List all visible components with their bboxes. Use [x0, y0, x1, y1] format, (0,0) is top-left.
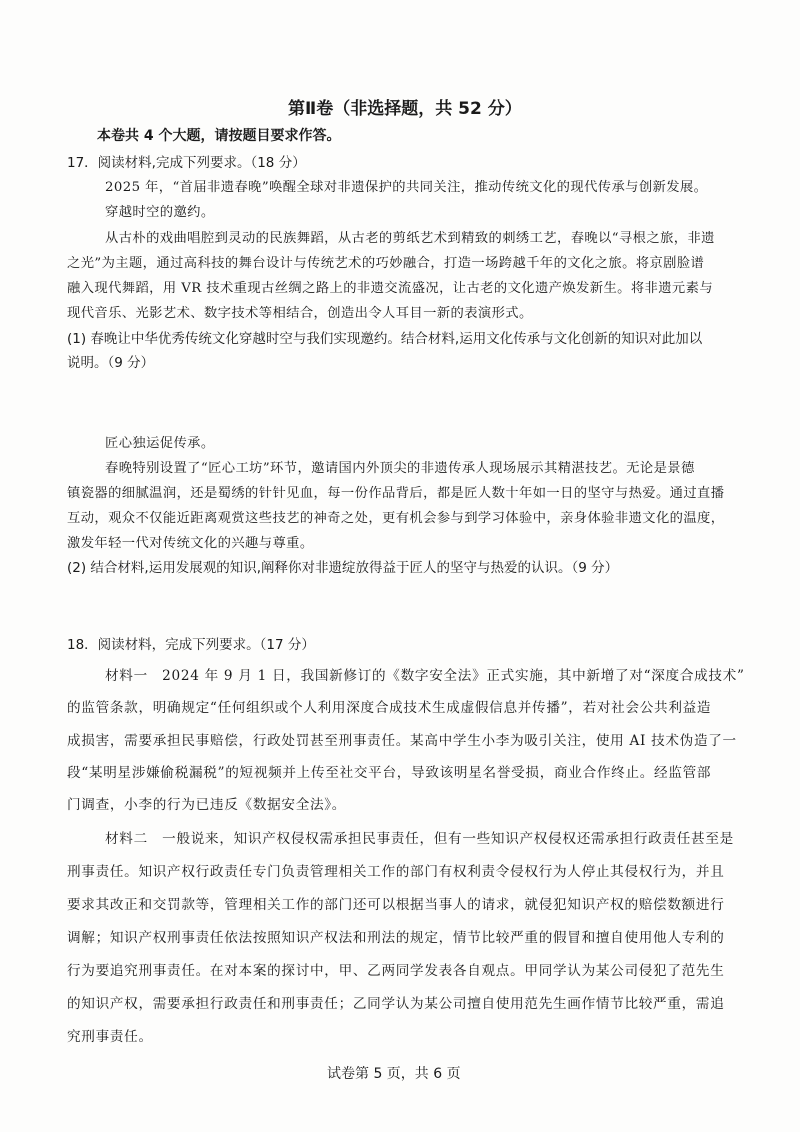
q18-material-line: 行为要追究刑事责任。在对本案的探讨中，甲、乙两同学发表各自观点。甲同学认为某公司侵犯了范先生	[67, 963, 725, 979]
q18-material-line: 调解；知识产权刑事责任依法按照知识产权法和刑法的规定，情节比较严重的假冒和擅自使用他人专利的	[67, 930, 725, 946]
q17-material-line: 镇瓷器的细腻温润，还是蜀绣的针针见血，每一份作品背后，都是匠人数十年如一日的坚守与热爱。通过直播	[67, 486, 725, 501]
section-instruction: 本卷共 4 个大题，请按题目要求作答。	[97, 128, 341, 144]
q18-material-line: 的知识产权，需要承担行政责任和刑事责任；乙同学认为某公司擅自使用范先生画作情节比较严重，需追	[67, 996, 725, 1012]
section-title: 第Ⅱ卷（非选择题，共 52 分）	[288, 99, 522, 119]
q18-material-line: 刑事责任。知识产权行政责任专门负责管理相关工作的部门有权利责令侵权行为人停止其侵权行为，并且	[67, 864, 725, 880]
q17-material-line: 激发年轻一代对传统文化的兴趣与尊重。	[67, 536, 314, 551]
q17-material-line: 融入现代舞蹈，用 VR 技术重现古丝绸之路上的非遗交流盛况，让古老的文化遗产焕发新生。将非遗元素与	[67, 281, 714, 296]
q18-material-line: 究刑事责任。	[67, 1029, 153, 1045]
q17-material-line: 之光”为主题，通过高科技的舞台设计与传统艺术的巧妙融合，打造一场跨越千年的文化之旅。将京剧脸谱	[67, 256, 705, 271]
q17-material-line: 穿越时空的邀约。	[105, 205, 215, 220]
q18-material-line: 成损害，需要承担民事赔偿，行政处罚甚至刑事责任。某高中学生小李为吸引关注，使用 AI 技术伪造了一	[67, 733, 737, 749]
q18-material-line: 要求其改正和交罚款等，管理相关工作的部门还可以根据当事人的请求，就侵犯知识产权的赔偿数额进行	[67, 897, 725, 913]
q18-material-line: 材料一 2024 年 9 月 1 日，我国新修订的《数字安全法》正式实施，其中新增了对“深度合成技术”	[105, 668, 745, 684]
q18-material-line: 门调查，小李的行为已违反《数据安全法》。	[67, 797, 347, 813]
q17-material-line: 春晚特别设置了“匠心工坊”环节，邀请国内外顶尖的非遗传承人现场展示其精湛技艺。无论是景德	[105, 461, 695, 476]
q18-material-line: 段“某明星涉嫌偷税漏税”的短视频并上传至社交平台，导致该明星名誉受损，商业合作终止。经监管部	[67, 765, 712, 781]
q18-material-line: 的监管条款，明确规定“任何组织或个人利用深度合成技术生成虚假信息并传播”，若对社会公共利益造	[67, 700, 712, 716]
page-footer: 试卷第 5 页，共 6 页	[327, 1066, 461, 1082]
q17-sub1-prompt: (1) 春晚让中华优秀传统文化穿越时空与我们实现邀约。结合材料,运用文化传承与文化创新的知识对此加以	[67, 331, 703, 347]
q17-heading: 17．阅读材料,完成下列要求。（18 分）	[67, 155, 306, 171]
q17-material-line: 现代音乐、光影艺术、数字技术等相结合，创造出令人耳目一新的表演形式。	[67, 306, 533, 321]
q17-material-line: 互动，观众不仅能近距离观赏这些技艺的神奇之处，更有机会参与到学习体验中，亲身体验非遗文化的温度，	[67, 511, 725, 526]
q17-material-line: 匠心独运促传承。	[105, 436, 215, 451]
q17-material-line: 从古朴的戏曲唱腔到灵动的民族舞蹈，从古老的剪纸艺术到精致的刺绣工艺，春晚以“寻根之旅，非遗	[105, 231, 715, 246]
q17-material-line: 2025 年，“首届非遗春晚”唤醒全球对非遗保护的共同关注，推动传统文化的现代传承与创新发展。	[105, 180, 708, 195]
q17-sub2-prompt: (2) 结合材料,运用发展观的知识,阐释你对非遗绽放得益于匠人的坚守与热爱的认识。（9 分）	[67, 560, 619, 576]
q17-sub1-prompt: 说明。（9 分）	[67, 355, 155, 371]
q18-material-line: 材料二 一般说来，知识产权侵权需承担民事责任，但有一些知识产权侵权还需承担行政责任甚至是	[105, 831, 734, 847]
q18-heading: 18．阅读材料，完成下列要求。（17 分）	[67, 637, 315, 653]
